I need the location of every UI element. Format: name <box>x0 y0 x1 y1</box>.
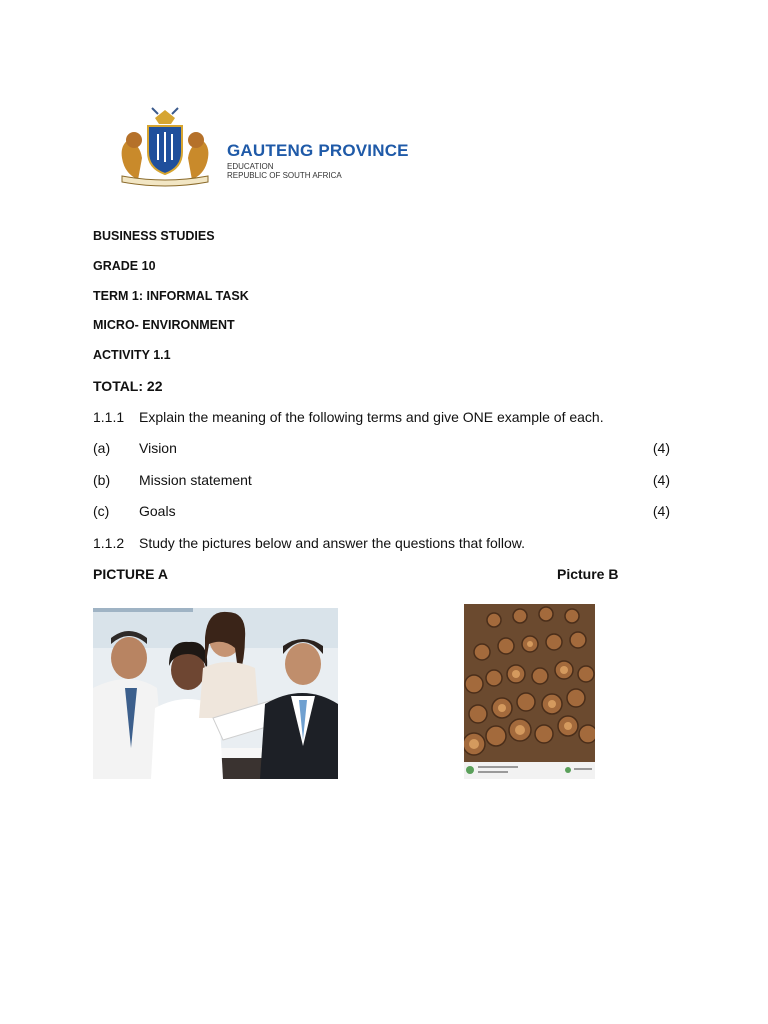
question-item-b <box>93 472 252 488</box>
question-text: Study the pictures below and answer the questions that follow. <box>139 535 526 551</box>
item-label: (a) <box>93 440 111 456</box>
term-heading: TERM 1: INFORMAL TASK <box>93 289 249 303</box>
topic-heading: MICRO- ENVIRONMENT <box>93 318 235 332</box>
item-text: Mission statement <box>139 472 252 488</box>
item-marks: (4) <box>652 503 670 519</box>
item-text: Vision <box>139 440 177 456</box>
activity-heading: ACTIVITY 1.1 <box>93 348 171 362</box>
picture-b-logs <box>464 604 595 779</box>
question-number: 1.1.1 <box>93 409 125 425</box>
item-marks: (4) <box>652 472 670 488</box>
picture-a-business-meeting <box>93 608 338 779</box>
question-item-c <box>93 503 176 519</box>
question-text: Explain the meaning of the following terms and give ONE example of each. <box>139 409 604 425</box>
coat-of-arms-icon <box>100 88 230 206</box>
item-label: (c) <box>93 503 110 519</box>
logo-subtitle: REPUBLIC OF SOUTH AFRICA <box>227 171 342 180</box>
total-marks: TOTAL: 22 <box>93 378 163 394</box>
subject-heading: BUSINESS STUDIES <box>93 229 215 243</box>
picture-b-label: Picture B <box>557 566 619 582</box>
grade-heading: GRADE 10 <box>93 259 156 273</box>
picture-a-label: PICTURE A <box>93 566 168 582</box>
item-label: (b) <box>93 472 111 488</box>
item-marks: (4) <box>652 440 670 456</box>
question-item-a <box>93 440 177 456</box>
logo-title: GAUTENG PROVINCE <box>227 141 409 160</box>
question-1-1-2 <box>93 535 525 551</box>
question-number: 1.1.2 <box>93 535 125 551</box>
item-text: Goals <box>139 503 176 519</box>
question-1-1-1 <box>93 409 604 425</box>
logo-subtitle: EDUCATION <box>227 162 274 171</box>
gauteng-logo <box>100 88 412 206</box>
